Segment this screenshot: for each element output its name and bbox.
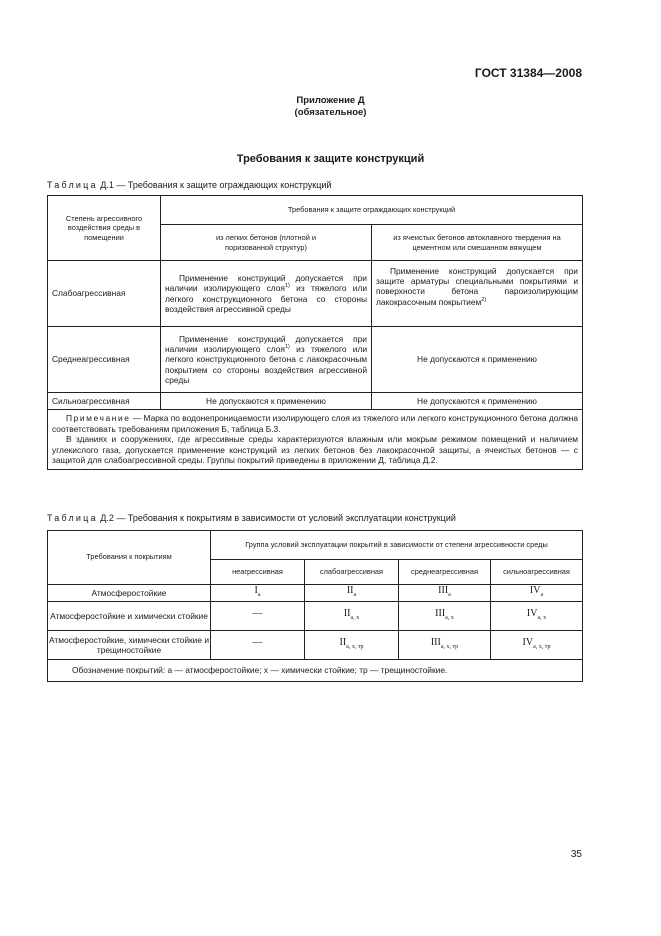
- table1-header-degree: Степень агрессивного воздействия среды в помещении: [48, 196, 161, 261]
- cellular-concrete-cell: Не допускаются к применению: [372, 393, 583, 410]
- cellular-concrete-cell: Применение конструкций допускается при защите арматуры специальными покрытиями и поверхности бетона пароизолирующим лакокрасочным покрытием$^{2)}$: [372, 261, 583, 327]
- group-cell: $III_{а, х}$: [399, 602, 491, 631]
- table-row: [48, 602, 583, 631]
- group-cell: —: [211, 602, 305, 631]
- table-row: [48, 631, 583, 660]
- group-cell: $II_а$: [305, 585, 399, 602]
- table2-header-col: слабоагрессивная: [305, 560, 399, 585]
- table2-header-col: неагрессивная: [211, 560, 305, 585]
- appendix-subtitle: (обязательное): [294, 107, 367, 118]
- table-row: [48, 393, 583, 410]
- group-cell: $III_{а, х, тр}$: [399, 631, 491, 660]
- appendix-title: Приложение Д: [296, 95, 365, 106]
- table-row: [48, 585, 583, 602]
- note-paragraph: Примечание — Марка по водонепроницаемости изолирующего слоя из тяжелого или легкого конструкционного бетона должна соответствовать требованиям приложения Б, таблица Б.3.: [52, 413, 578, 434]
- requirement-cell: Атмосферостойкие и химически стойкие: [48, 602, 211, 631]
- table-note-row: [48, 410, 583, 470]
- table1-caption-text: Д.1 — Требования к защите ограждающих конструкций: [100, 180, 332, 190]
- table-protection-envelope: [47, 195, 583, 470]
- table1-header-light: из легких бетонов (плотной и поризованной структур): [161, 225, 372, 261]
- appendix-heading: [0, 95, 661, 119]
- group-cell: $III_а$: [399, 585, 491, 602]
- light-concrete-cell: Не допускаются к применению: [161, 393, 372, 410]
- group-cell: $II_{а, х}$: [305, 602, 399, 631]
- table2-header-col: сильноагрессивная: [491, 560, 583, 585]
- note-paragraph: В зданиях и сооружениях, где агрессивные среды характеризуются влажным или мокрым режимом помещений и наличием углекислого газа, допускается применение конструкций из легких бетонов без лакокрасочной защиты, а ячеистых бетонов — с защитой для слабоагрессивной среды. Группы покрытий приведены в приложении Д, таблица Д.2.: [52, 434, 578, 466]
- table2-header-group: Группа условий эксплуатации покрытий в зависимости от степени агрессивности среды: [211, 531, 583, 560]
- table1-note: [48, 410, 583, 470]
- section-title: Требования к защите конструкций: [236, 153, 425, 165]
- table2-header-req: Требования к покрытиям: [48, 531, 211, 585]
- degree-cell: Сильноагрессивная: [48, 393, 161, 410]
- cellular-concrete-cell: Не допускаются к применению: [372, 327, 583, 393]
- table-row: [48, 327, 583, 393]
- group-cell: —: [211, 631, 305, 660]
- group-cell: $II_{а, х, тр}$: [305, 631, 399, 660]
- group-cell: $I_а$: [211, 585, 305, 602]
- table-note-row: [48, 660, 583, 682]
- degree-cell: Слабоагрессивная: [48, 261, 161, 327]
- table1-caption: [47, 180, 331, 190]
- group-cell: $IV_{а, х, тр}$: [491, 631, 583, 660]
- coating-designation-note: Обозначение покрытий: а — атмосферостойкие; х — химически стойкие; тр — трещиностойкие.: [48, 660, 583, 682]
- standard-number: ГОСТ 31384—2008: [474, 66, 582, 80]
- light-concrete-cell: Применение конструкций допускается при наличии изолирующего слоя$^{1)}$ из тяжелого или легкого конструкционного бетона со стороны воздействия агрессивной среды: [161, 261, 372, 327]
- page-number: 35: [570, 849, 582, 860]
- table-row: [48, 261, 583, 327]
- requirement-cell: Атмосферостойкие, химически стойкие и трещиностойкие: [48, 631, 211, 660]
- group-cell: $IV_{а, х}$: [491, 602, 583, 631]
- table2-caption-word: Таблица: [47, 513, 98, 523]
- table-coating-requirements: [47, 530, 583, 682]
- table1-header-group: Требования к защите ограждающих конструкций: [161, 196, 583, 225]
- table1-caption-word: Таблица: [47, 180, 98, 190]
- table1-header-cellular: из ячеистых бетонов автоклавного твердения на цементном или смешанном вяжущем: [372, 225, 583, 261]
- degree-cell: Среднеагрессивная: [48, 327, 161, 393]
- requirement-cell: Атмосферостойкие: [48, 585, 211, 602]
- table2-caption-text: Д.2 — Требования к покрытиям в зависимости от условий эксплуатации конструкций: [100, 513, 456, 523]
- light-concrete-cell: Применение конструкций допускается при наличии изолирующего слоя$^{1)}$ из тяжелого или легкого конструкционного бетона с лакокрасочным покрытием со стороны воздействия агрессивной среды: [161, 327, 372, 393]
- group-cell: $IV_а$: [491, 585, 583, 602]
- table2-caption: [47, 513, 456, 523]
- table2-header-col: среднеагрессивная: [399, 560, 491, 585]
